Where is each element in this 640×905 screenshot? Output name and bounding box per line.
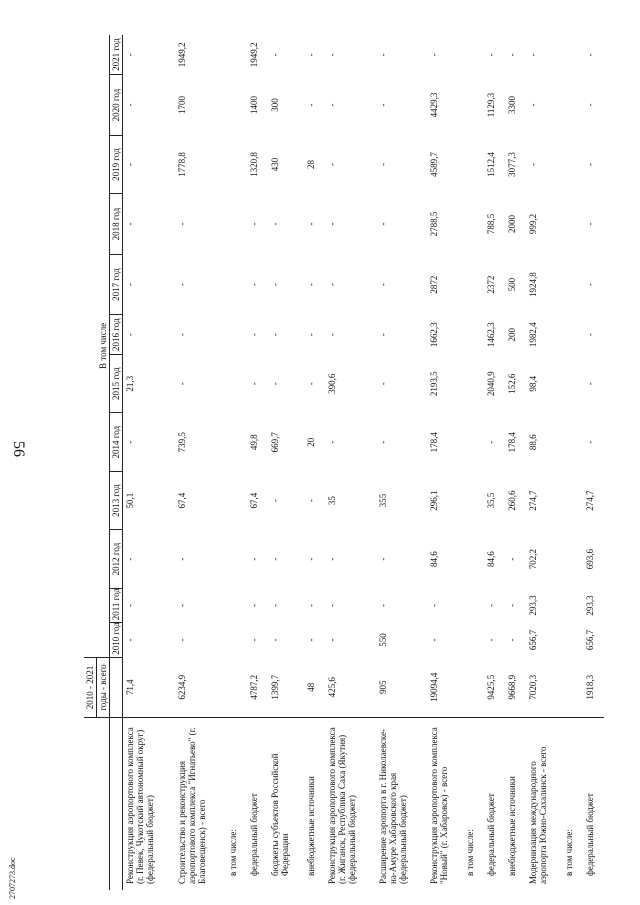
row-label: бюджеты субъектов Российской Федерации xyxy=(269,753,290,876)
year-value-cell: 35 xyxy=(326,496,337,506)
year-value-cell: - xyxy=(176,604,187,608)
year-value-cell: - xyxy=(377,103,388,107)
year-value-cell xyxy=(226,35,247,75)
name-header-blank xyxy=(110,718,123,890)
year-value-cell: - xyxy=(485,638,496,642)
funding-table xyxy=(84,35,604,890)
year-value-cell xyxy=(463,355,484,413)
year-value-cell: - xyxy=(326,638,337,642)
year-value-cell: - xyxy=(377,604,388,608)
year-value-cell xyxy=(562,355,583,413)
year-value-cell: 500 xyxy=(506,277,517,292)
year-value-cell: - xyxy=(584,382,595,386)
year-value-cell: - xyxy=(326,333,337,337)
year-value-cell: - xyxy=(125,103,136,107)
year-value-cell: - xyxy=(428,604,439,608)
year-value-cell: - xyxy=(125,440,136,444)
table-row xyxy=(562,35,583,890)
year-value-cell: - xyxy=(377,283,388,287)
year-value-cell xyxy=(226,588,247,622)
year-value-cell: 274,7 xyxy=(527,490,538,511)
year-value-cell: - xyxy=(305,499,316,503)
year-value-cell xyxy=(463,135,484,193)
year-value-cell xyxy=(463,254,484,315)
year-value-cell: - xyxy=(176,557,187,561)
row-label: внебюджетные источники xyxy=(506,776,517,876)
year-value-cell: - xyxy=(326,557,337,561)
total-cell: 1399,7 xyxy=(268,657,304,718)
total-cell: 6234,9 xyxy=(175,657,226,718)
year-value-cell: - xyxy=(506,638,517,642)
row-label: в том числе: xyxy=(563,829,574,876)
year-value-cell: 430 xyxy=(269,157,280,172)
total-cell xyxy=(226,657,247,718)
year-value-cell: - xyxy=(584,440,595,444)
year-value-cell: 1949,2 xyxy=(248,42,259,68)
year-value-cell xyxy=(226,194,247,255)
year-value-cell: 67,4 xyxy=(176,492,187,509)
year-value-cell: - xyxy=(269,53,280,57)
year-value-cell: 88,6 xyxy=(527,434,538,451)
table-row xyxy=(463,35,484,890)
year-value-cell: - xyxy=(326,604,337,608)
year-value-cell: - xyxy=(176,333,187,337)
year-value-cell: - xyxy=(176,638,187,642)
year-value-cell: 50,1 xyxy=(125,492,136,509)
table-row xyxy=(526,35,562,890)
row-label: Реконструкция аэропортового комплекса "Новый" (г. Хабаровск) - всего xyxy=(428,727,449,884)
year-header: 2021 год xyxy=(110,35,123,75)
year-value-cell: - xyxy=(269,557,280,561)
year-value-cell xyxy=(562,35,583,75)
table-row xyxy=(376,35,427,890)
year-value-cell: - xyxy=(269,382,280,386)
year-value-cell: 999,2 xyxy=(527,213,538,235)
year-value-cell: - xyxy=(269,333,280,337)
year-value-cell: - xyxy=(305,638,316,642)
year-value-cell: - xyxy=(305,333,316,337)
year-value-cell: - xyxy=(248,222,259,226)
year-value-cell: - xyxy=(248,382,259,386)
year-value-cell: - xyxy=(584,163,595,167)
year-value-cell xyxy=(463,530,484,588)
year-value-cell: - xyxy=(584,222,595,226)
year-value-cell: - xyxy=(269,222,280,226)
year-value-cell: 1320,8 xyxy=(248,152,259,177)
year-value-cell xyxy=(226,135,247,193)
year-value-cell: 1778,8 xyxy=(176,152,187,177)
year-value-cell: - xyxy=(176,222,187,226)
row-label: Расширение аэропорта в г. Николаевске-на-Амуре Хабаровского края (федеральный бюджет) xyxy=(377,728,408,884)
group-header: В том числе xyxy=(97,35,110,657)
row-label: федеральный бюджет xyxy=(485,793,496,876)
year-value-cell: - xyxy=(506,604,517,608)
year-value-cell xyxy=(226,530,247,588)
total-cell: 19094,4 xyxy=(427,657,463,718)
year-value-cell: - xyxy=(248,333,259,337)
year-value-cell: 1462,3 xyxy=(485,322,496,348)
year-value-cell xyxy=(562,530,583,588)
row-label: федеральный бюджет xyxy=(584,793,595,876)
year-value-cell xyxy=(463,623,484,657)
year-value-cell xyxy=(562,135,583,193)
year-value-cell: 35,5 xyxy=(485,492,496,509)
table-row xyxy=(505,35,526,890)
total-cell xyxy=(463,657,484,718)
year-value-cell: 2872 xyxy=(428,275,439,294)
year-value-cell: 293,3 xyxy=(584,595,595,616)
year-value-cell: - xyxy=(269,499,280,503)
year-value-cell: - xyxy=(377,53,388,57)
row-label: Строительство и реконструкция аэропортового комплекса "Игнатьево" (г. Благовещенск) - всего xyxy=(176,727,207,884)
year-value-cell: - xyxy=(428,638,439,642)
year-value-cell: 1129,3 xyxy=(485,92,496,118)
year-header: 2012 год xyxy=(110,530,123,588)
year-value-cell: - xyxy=(125,604,136,608)
year-value-cell: - xyxy=(125,557,136,561)
year-header: 2011 год xyxy=(110,588,123,622)
total-cell: 71,4 xyxy=(123,657,175,718)
year-value-cell: - xyxy=(506,557,517,561)
year-header: 2013 год xyxy=(110,471,123,529)
page-number: 56 xyxy=(10,441,27,457)
total-header: годы - всего xyxy=(97,657,110,718)
year-value-cell: 1662,3 xyxy=(428,322,439,348)
rotated-table-container xyxy=(84,35,604,890)
year-value-cell: - xyxy=(326,53,337,57)
year-value-cell: - xyxy=(485,440,496,444)
year-value-cell: 84,6 xyxy=(428,551,439,567)
year-value-cell: 788,5 xyxy=(485,213,496,235)
total-cell: 4787,2 xyxy=(247,657,268,718)
year-value-cell xyxy=(562,471,583,529)
year-value-cell: - xyxy=(305,103,316,107)
year-value-cell: - xyxy=(248,557,259,561)
total-cell: 48 xyxy=(304,657,325,718)
row-label: Реконструкция аэропортового комплекса (г. Певек, Чукотский автономный округ) (федеральный бюджет) xyxy=(125,727,156,884)
year-value-cell: - xyxy=(125,163,136,167)
year-value-cell: - xyxy=(326,283,337,287)
year-value-cell xyxy=(226,471,247,529)
year-header: 2016 год xyxy=(110,315,123,355)
year-value-cell: - xyxy=(248,604,259,608)
year-value-cell xyxy=(562,194,583,255)
year-value-cell: 84,6 xyxy=(485,551,496,567)
year-value-cell: - xyxy=(269,604,280,608)
year-value-cell xyxy=(226,75,247,136)
year-value-cell: - xyxy=(584,333,595,337)
year-value-cell: 4589,7 xyxy=(428,152,439,177)
year-value-cell xyxy=(463,588,484,622)
table-row xyxy=(175,35,226,890)
year-value-cell: 2372 xyxy=(485,275,496,294)
year-value-cell: 178,4 xyxy=(506,432,517,453)
total-cell: 9668,9 xyxy=(505,657,526,718)
year-value-cell: 656,7 xyxy=(527,629,538,651)
year-value-cell: 2040,9 xyxy=(485,371,496,397)
year-value-cell xyxy=(463,471,484,529)
year-value-cell: 1949,2 xyxy=(176,42,187,68)
year-value-cell: 98,4 xyxy=(527,375,538,392)
total-cell: 7020,3 xyxy=(526,657,562,718)
year-value-cell xyxy=(562,623,583,657)
year-header: 2010 год xyxy=(110,623,123,657)
year-value-cell xyxy=(226,315,247,355)
year-value-cell: - xyxy=(269,283,280,287)
row-label: в том числе: xyxy=(464,829,475,876)
total-cell: 905 xyxy=(376,657,427,718)
year-value-cell: 1982,4 xyxy=(527,322,538,348)
year-value-cell: - xyxy=(485,604,496,608)
year-value-cell: - xyxy=(248,283,259,287)
total-cell: 1918,3 xyxy=(583,657,604,718)
year-value-cell: 296,1 xyxy=(428,490,439,511)
year-value-cell: - xyxy=(305,382,316,386)
row-label: Реконструкция аэропортового комплекса (г. Жиганск, Республика Саха (Якутия) (федеральный бюджет) xyxy=(326,727,357,884)
year-value-cell: - xyxy=(305,557,316,561)
year-value-cell: 67,4 xyxy=(248,492,259,509)
year-value-cell: - xyxy=(377,382,388,386)
year-value-cell: 28 xyxy=(305,160,316,170)
year-value-cell: 355 xyxy=(377,493,388,508)
year-value-cell: - xyxy=(326,440,337,444)
year-value-cell: 739,5 xyxy=(176,432,187,453)
year-value-cell: - xyxy=(305,604,316,608)
table-row xyxy=(268,35,304,890)
year-value-cell: - xyxy=(176,382,187,386)
year-value-cell xyxy=(226,413,247,471)
year-value-cell: - xyxy=(377,333,388,337)
year-value-cell: 152,6 xyxy=(506,373,517,394)
year-value-cell: - xyxy=(305,222,316,226)
year-value-cell: 656,7 xyxy=(584,629,595,651)
year-value-cell: - xyxy=(125,333,136,337)
year-value-cell: - xyxy=(326,222,337,226)
year-value-cell: - xyxy=(377,163,388,167)
year-value-cell: 200 xyxy=(506,327,517,342)
year-value-cell xyxy=(463,315,484,355)
table-row xyxy=(226,35,247,890)
year-header: 2017 год xyxy=(110,254,123,315)
year-value-cell: 4429,3 xyxy=(428,92,439,118)
row-label: в том числе: xyxy=(227,829,238,876)
year-value-cell: - xyxy=(125,638,136,642)
year-value-cell: 1512,4 xyxy=(485,152,496,177)
year-value-cell: 21,3 xyxy=(125,375,136,392)
year-value-cell xyxy=(463,75,484,136)
year-header: 2020 год xyxy=(110,75,123,136)
year-value-cell: - xyxy=(326,103,337,107)
year-value-cell: 1400 xyxy=(248,96,259,115)
year-value-cell: 1700 xyxy=(176,96,187,115)
year-value-cell: - xyxy=(485,53,496,57)
year-value-cell: - xyxy=(377,222,388,226)
year-value-cell: 49,8 xyxy=(248,434,259,451)
year-value-cell: 293,3 xyxy=(527,595,538,616)
in-total-header-spacer xyxy=(84,35,97,657)
total-header-blank xyxy=(110,657,123,718)
year-value-cell: 390,6 xyxy=(326,373,337,394)
year-value-cell: 274,7 xyxy=(584,490,595,511)
year-value-cell xyxy=(562,413,583,471)
year-value-cell: 2193,5 xyxy=(428,371,439,397)
year-value-cell: - xyxy=(377,557,388,561)
year-value-cell: - xyxy=(176,283,187,287)
year-value-cell: - xyxy=(527,103,538,107)
year-header: 2018 год xyxy=(110,194,123,255)
year-value-cell: 550 xyxy=(377,633,388,647)
year-value-cell: - xyxy=(125,283,136,287)
year-value-cell xyxy=(562,254,583,315)
year-header: 2019 год xyxy=(110,135,123,193)
year-value-cell: - xyxy=(269,638,280,642)
table-row xyxy=(484,35,505,890)
name-header xyxy=(84,718,110,890)
year-value-cell xyxy=(463,35,484,75)
year-value-cell: - xyxy=(527,53,538,57)
year-value-cell: - xyxy=(305,53,316,57)
year-value-cell: - xyxy=(584,103,595,107)
year-value-cell: 1924,8 xyxy=(527,272,538,297)
year-value-cell: 3300 xyxy=(506,96,517,115)
year-value-cell: - xyxy=(377,440,388,444)
year-header: 2015 год xyxy=(110,355,123,413)
year-value-cell: - xyxy=(305,283,316,287)
year-value-cell: 20 xyxy=(305,437,316,447)
row-label: Модернизация международного аэропорта Южно-Сахалинск - всего xyxy=(527,746,548,884)
table-row xyxy=(123,35,175,890)
year-value-cell: 2000 xyxy=(506,215,517,234)
year-value-cell: - xyxy=(584,283,595,287)
table-row xyxy=(427,35,463,890)
document-id: 2707273.doc xyxy=(8,857,17,899)
year-value-cell xyxy=(226,623,247,657)
year-value-cell: 178,4 xyxy=(428,432,439,453)
year-value-cell xyxy=(562,588,583,622)
row-label: федеральный бюджет xyxy=(248,793,259,876)
total-cell xyxy=(562,657,583,718)
year-value-cell: 3077,3 xyxy=(506,152,517,177)
year-value-cell: - xyxy=(428,53,439,57)
year-value-cell xyxy=(226,254,247,315)
year-header: 2014 год xyxy=(110,413,123,471)
year-value-cell xyxy=(463,194,484,255)
year-value-cell xyxy=(226,355,247,413)
year-value-cell: - xyxy=(506,53,517,57)
total-cell: 425,6 xyxy=(325,657,376,718)
year-value-cell: 669,7 xyxy=(269,432,280,453)
year-value-cell: - xyxy=(584,53,595,57)
year-value-cell: - xyxy=(125,222,136,226)
table-row xyxy=(304,35,325,890)
year-value-cell: 693,6 xyxy=(584,548,595,570)
year-value-cell: - xyxy=(326,163,337,167)
year-value-cell: - xyxy=(248,638,259,642)
row-label: внебюджетные источники xyxy=(305,776,316,876)
table-row xyxy=(247,35,268,890)
year-value-cell xyxy=(562,315,583,355)
year-value-cell: - xyxy=(527,163,538,167)
year-value-cell xyxy=(463,413,484,471)
year-value-cell: - xyxy=(125,53,136,57)
year-value-cell: 300 xyxy=(269,98,280,112)
year-value-cell: 260,6 xyxy=(506,490,517,511)
year-value-cell xyxy=(562,75,583,136)
year-value-cell: 2788,5 xyxy=(428,211,439,237)
table-row xyxy=(325,35,376,890)
period-header: 2010 - 2021 xyxy=(84,657,97,718)
year-value-cell: 702,2 xyxy=(527,548,538,570)
total-cell: 9425,5 xyxy=(484,657,505,718)
table-row xyxy=(583,35,604,890)
